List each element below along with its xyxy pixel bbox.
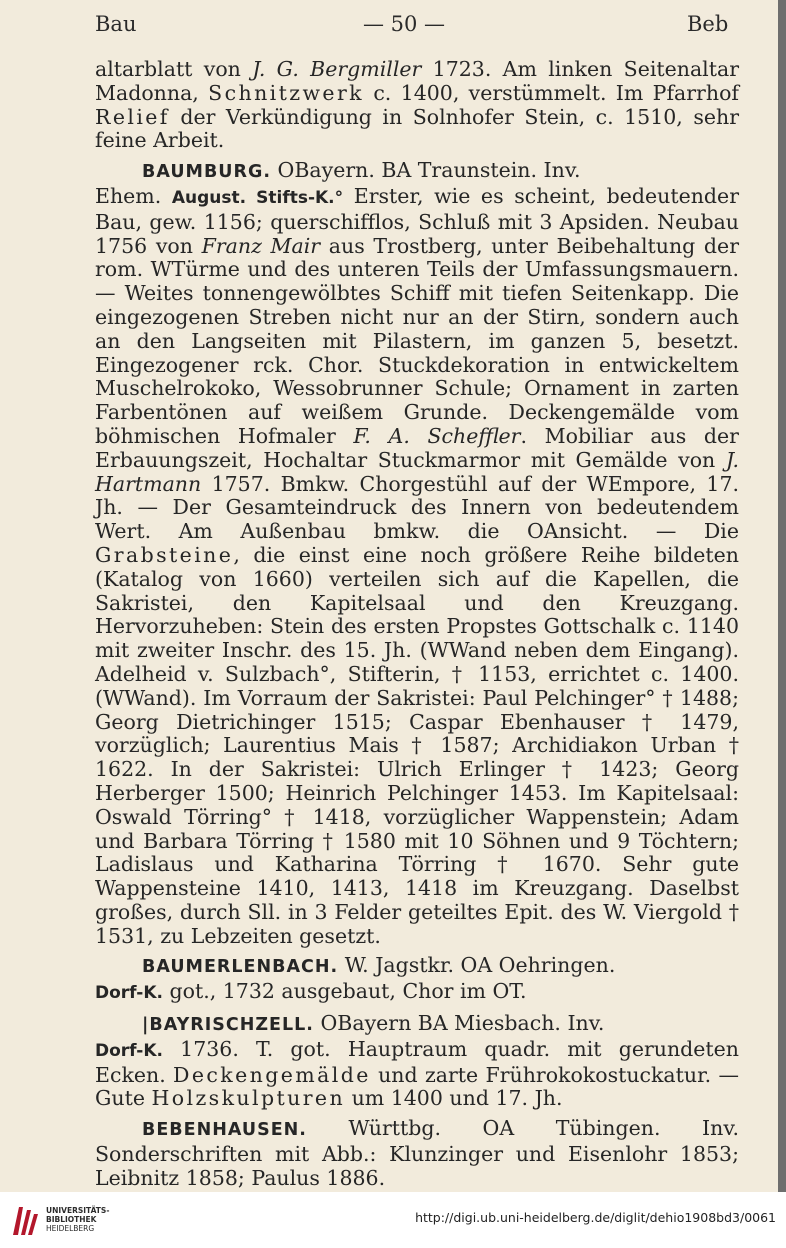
library-name [46,1206,109,1233]
entry-bayrischzell-title [95,1012,739,1038]
spaced-term: Relief [95,104,170,129]
bold-term: Dorf-K. [95,983,163,1004]
text-run: 1723. Am linken Seitenaltar Madonna, [95,57,739,105]
page-number: — 50 — [362,12,446,36]
bold-term: Dorf-K. [95,1040,163,1061]
text-run: , die einst eine noch größere Reihe bildeten (Katalog von 1660) verteilen sich auf die Kapellen, die Sakristei, den Kapitelsaal und den Kreuzgang. Hervorzuheben: Stein des ersten Propstes Gottschalk c. 1140 mit zweiter Inschr. des 15. Jh. (WWand neben dem Eingang). Adelheid v. Sulzbach°, Stifterin, † 1153, errichtet c. 1400. (WWand). Im Vorraum der Sakristei: Paul Pelchinger° † 1488; Georg Dietrichinger 1515; Caspar Ebenhauser † 1479, vorzüglich; Laurentius Mais † 1587; Archidiakon Urban † 1622. In der Sakristei: Ulrich Erlinger † 1423; Georg Herberger 1500; Heinrich Pelchinger 1453. Im Kapitelsaal: Oswald Törring° † 1418, vorzüglicher Wappenstein; Adam und Barbara Törring † 1580 mit 10 Söhnen und 9 Töchtern; Ladislaus und Katharina Törring † 1670. Sehr gute Wappensteine 1410, 1413, 1418 im Kreuzgang. Daselbst großes, durch Sll. in 3 Felder geteiltes Epit. des W. Viergold † 1531, zu Lebzeiten gesetzt. [95,542,739,948]
library-name-line: HEIDELBERG [46,1224,95,1233]
text-run: und zarte Frührokokostuckatur. — Gute [95,1062,739,1111]
entry-bebenhausen [95,1117,739,1190]
text-run: . Mobiliar aus der Erbauungszeit, Hochaltar Stuckmarmor mit Gemälde von [95,423,739,472]
text-run: Erster, wie es scheint, bedeutender Bau, gew. 1156; querschifflos, Schluß mit 3 Apsiden. Neubau 1756 von [95,183,739,258]
entry-baumerlenbach-body [95,980,739,1006]
entry-baumburg-title [95,159,739,185]
viewer-footer [0,1192,786,1248]
entry-heading: BAUMBURG. [142,162,272,183]
spaced-term: Holzskulpturen [151,1086,346,1111]
heidelberg-library-logo-icon[interactable] [10,1204,40,1238]
artist-name: J. G. Bergmiller [252,57,422,81]
spaced-term: Grabsteine [95,542,234,567]
text-run: Ehem. [95,183,172,208]
text-run: 1736. T. got. Hauptraum quadr. mit gerundeten Ecken. [95,1036,739,1087]
artist-name: J. Hartmann [95,447,739,496]
text-run: der Verkündigung in Solnhofer Stein, c. 1510, sehr feine Arbeit. [95,104,739,153]
entry-baumburg-body [95,185,739,949]
library-name-line: UNIVERSITÄTS- [46,1206,110,1215]
entry-heading: |BAYRISCHZELL. [142,1015,314,1036]
text-run: 1757. Bmkw. Chorgestühl auf der WEmpore, 17. Jh. — Der Gesamteindruck des Innern von bedeutendem Wert. Am Außenbau bmkw. die OAnsicht. — Die [95,471,739,544]
artist-name: F. A. Scheffler [353,423,521,448]
artist-name: Franz Mair [201,233,321,258]
entry-baumerlenbach-title [95,954,739,980]
text-run: Württbg. OA Tübingen. Inv. Sonderschriften mit Abb.: Klunzinger und Eisenlohr 1853; Leibnitz 1858; Paulus 1886. [95,1116,739,1190]
permalink-url[interactable]: http://digi.ub.uni-heidelberg.de/diglit/dehio1908bd3/0061 [415,1210,776,1225]
bold-term: August. Stifts-K.° [171,187,344,208]
library-name-line: BIBLIOTHEK [46,1215,97,1224]
spaced-term: Schnitzwerk [208,80,364,105]
text-run: c. 1400, verstümmelt. Im Pfarrhof [363,80,739,105]
running-head-right: Beb [687,12,729,36]
entry-heading: BAUMERLENBACH. [142,957,339,978]
page-body [95,58,739,1191]
text-run: OBayern BA Miesbach. Inv. [313,1011,605,1036]
text-run: aus Trostberg, unter Beibehaltung der rom. WTürme und des unteren Teils der Umfassungsmauern. — Weites tonnengewölbtes Schiff mit tiefen Seitenkapp. Die eingezogenen Streben nicht nur an der Stirn, sondern auch an den Langseiten mit Pilastern, im ganzen 5, besetzt. Eingezogener rck. Chor. Stuckdekoration in entwickeltem Muschelrokoko, Wessobrunner Schule; Ornament in zarten Farbentönen auf weißem Grunde. Deckengemälde vom böhmischen Hofmaler [95,233,739,448]
text-run: altarblatt von [95,57,253,81]
text-run: um 1400 und 17. Jh. [345,1086,563,1111]
running-head-left: Bau [95,12,137,36]
text-run: W. Jagstkr. OA Oehringen. [338,953,616,978]
paragraph-continuation [95,58,739,153]
entry-heading: BEBENHAUSEN. [142,1120,307,1141]
entry-bayrischzell-body [95,1038,739,1111]
text-run: got., 1732 ausgebaut, Chor im OT. [162,979,527,1004]
spaced-term: Deckengemälde [173,1062,371,1087]
text-run: OBayern. BA Traunstein. Inv. [271,158,581,183]
